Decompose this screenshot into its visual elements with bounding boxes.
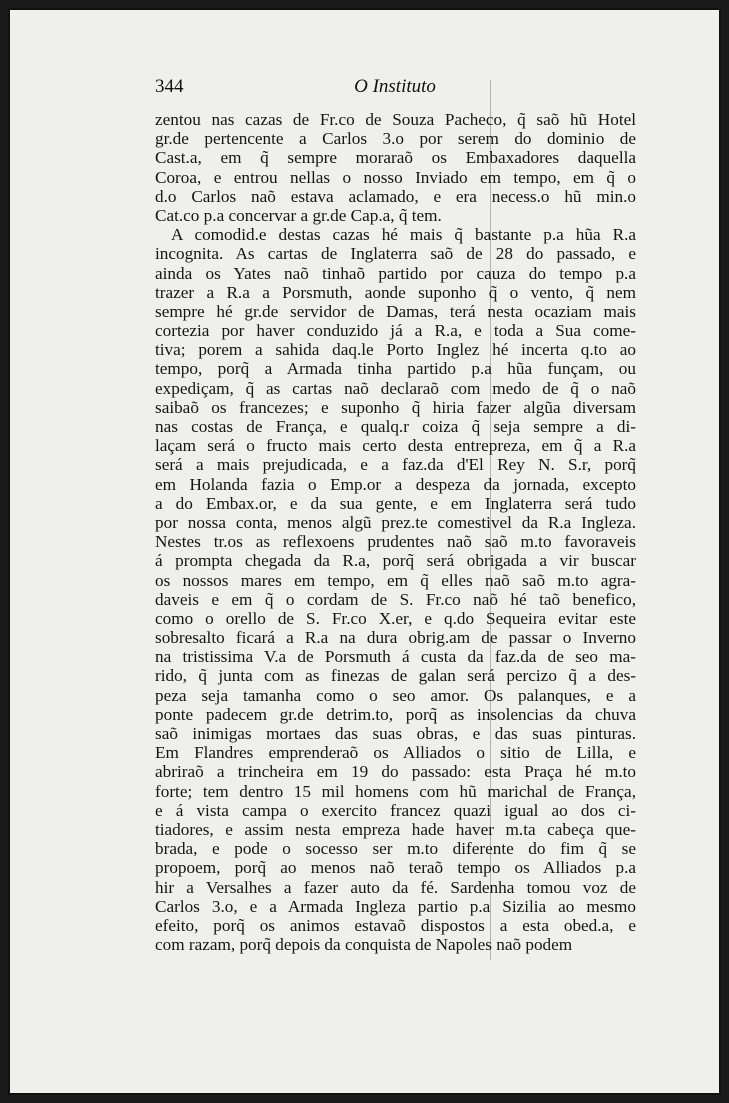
body-line: a do Embax.or, e da sua gente, e em Inglaterra será tudo xyxy=(155,493,636,513)
page-number: 344 xyxy=(155,76,184,97)
body-line: Coroa, e entrou nellas o nosso Inviado em tempo, em q̃ o xyxy=(155,167,636,187)
body-line: cortezia por haver conduzido já a R.a, e toda a Sua come- xyxy=(155,321,636,341)
body-line: daveis e em q̃ o cordam de S. Fr.co naõ hé taõ benefico, xyxy=(155,589,636,609)
body-line: os nossos mares em tempo, em q̃ elles naõ saõ m.to agra- xyxy=(155,570,636,590)
body-line: propoem, porq̃ ao menos naõ teraõ tempo os Alliados p.a xyxy=(155,858,636,878)
body-line: com razam, porq̃ depois da conquista de Napoles naõ podem xyxy=(155,935,573,955)
body-line: tiva; porem a sahida daq.le Porto Inglez hé incerta q.to ao xyxy=(155,340,636,360)
body-line: gr.de pertencente a Carlos 3.o por serem do dominio de xyxy=(155,129,636,149)
body-line: efeito, porq̃ os animos estavaõ dispostos a esta obed.a, e xyxy=(155,915,636,935)
page-frame xyxy=(8,8,721,1095)
body-line: na tristissima V.a de Porsmuth á custa da faz.da de seo ma- xyxy=(155,647,636,667)
body-line: á prompta chegada da R.a, porq̃ será obrigada a vir buscar xyxy=(155,551,636,571)
body-line: ponte padecem gr.de detrim.to, porq̃ as insolencias da chuva xyxy=(155,704,636,724)
body-line: e á vista campa o exercito francez quazi igual ao dos ci- xyxy=(155,800,636,820)
body-line: expediçam, q̃ as cartas naõ declaraõ com medo de q̃ o naõ xyxy=(155,378,636,398)
body-line: Cast.a, em q̃ sempre moraraõ os Embaxadores daquella xyxy=(155,148,636,168)
body-line: tiadores, e assim nesta empreza hade haver m.ta cabeça que- xyxy=(155,819,636,839)
body-line: por nossa conta, menos algũ prez.te comestivel da R.a Ingleza. xyxy=(155,512,636,532)
body-line: ainda os Yates naõ tinhaõ partido por cauza do tempo p.a xyxy=(155,263,636,283)
body-line: peza seja tamanha como o seo amor. Os palanques, e a xyxy=(155,685,636,705)
body-line: Carlos 3.o, e a Armada Ingleza partio p.a Sizilia ao mesmo xyxy=(155,896,636,916)
body-line: será a mais prejudicada, e a faz.da d'El Rey N. S.r, porq̃ xyxy=(155,455,636,475)
body-line: saibaõ os francezes; e suponho q̃ hiria fazer algũa diversam xyxy=(155,397,636,417)
body-line: nas costas de França, e qualq.r coiza q̃ seja sempre a di- xyxy=(155,417,636,436)
running-title: O Instituto xyxy=(354,76,436,97)
body-line: abriraõ a trincheira em 19 do passado: esta Praça hé m.to xyxy=(155,762,636,782)
body-line: rido, q̃ junta com as finezas de galan será percizo q̃ a des- xyxy=(155,666,636,686)
body-line: em Holanda fazia o Emp.or a despeza da jornada, excepto xyxy=(155,474,636,494)
body-line: como o orello de S. Fr.co X.er, e q.do Sequeira evitar este xyxy=(155,608,636,628)
body-text xyxy=(155,110,636,954)
body-line: sempre hé gr.de servidor de Damas, terá nesta ocaziam mais xyxy=(155,301,636,321)
body-line: Cat.co p.a concervar a gr.de Cap.a, q̃ tem. xyxy=(155,205,442,225)
body-line: Em Flandres emprenderaõ os Alliados o sitio de Lilla, e xyxy=(155,743,636,763)
body-line: hir a Versalhes a fazer auto da fé. Sardenha tomou voz de xyxy=(155,877,636,897)
body-line: saõ inimigas mortaes das suas obras, e das suas pinturas. xyxy=(155,724,636,743)
body-line: Nestes tr.os as reflexoens prudentes naõ saõ m.to favoraveis xyxy=(155,532,636,552)
body-line: d.o Carlos naõ estava aclamado, e era necess.o hũ min.o xyxy=(155,186,636,206)
body-line: incognita. As cartas de Inglaterra saõ de 28 do passado, e xyxy=(155,244,636,264)
body-line: tempo, porq̃ a Armada tinha partido p.a hũa funçam, ou xyxy=(155,359,636,379)
body-line: zentou nas cazas de Fr.co de Souza Pacheco, q̃ saõ hũ Hotel xyxy=(155,110,636,129)
body-line: sobresalto ficará a R.a na dura obrig.am de passar o Inverno xyxy=(155,628,636,648)
body-line: forte; tem dentro 15 mil homens com hũ marichal de França, xyxy=(155,781,636,801)
body-line: trazer a R.a a Porsmuth, aonde suponho q̃ o vento, q̃ nem xyxy=(155,282,636,302)
body-line: laçam será o fructo mais certo desta entrepreza, em q̃ a R.a xyxy=(155,436,636,456)
body-line: A comodid.e destas cazas hé mais q̃ bastante p.a hũa R.a xyxy=(171,225,636,245)
page-header xyxy=(155,76,635,100)
body-line: brada, e pode o socesso ser m.to diferente do fim q̃ se xyxy=(155,839,636,859)
